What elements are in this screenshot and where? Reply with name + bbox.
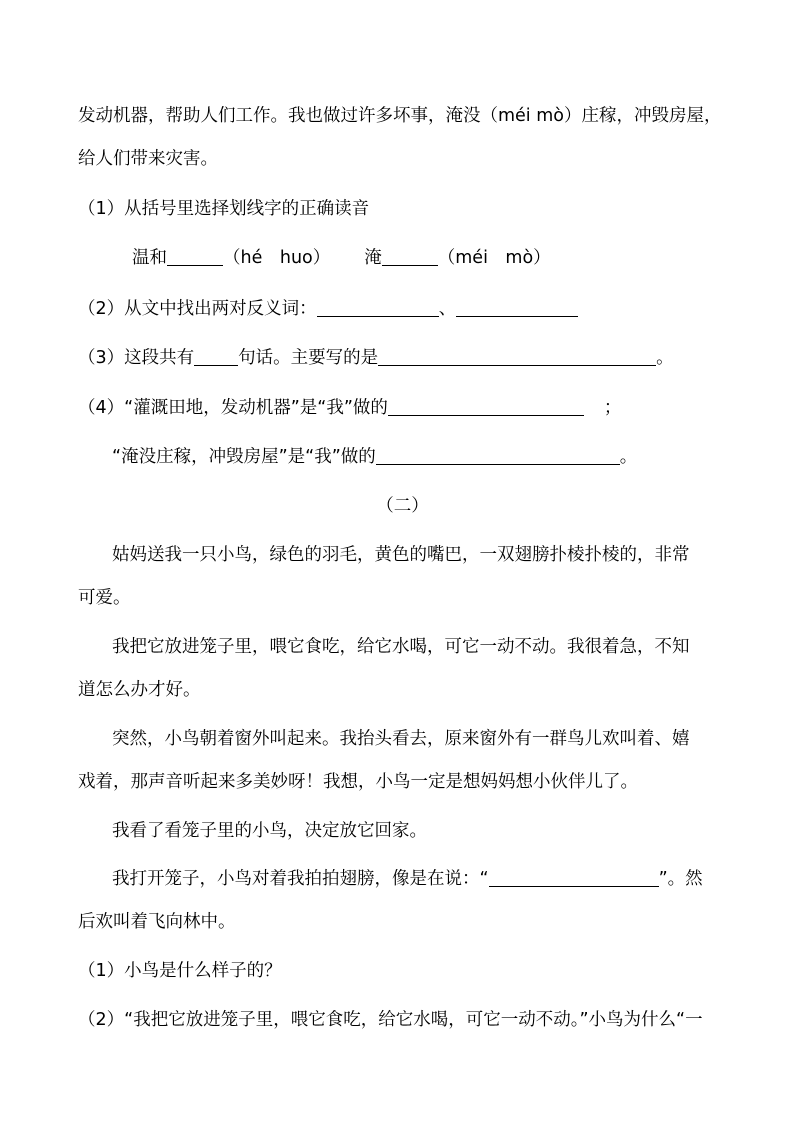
question3-prompt: （3）这段共有 <box>78 348 195 368</box>
questions2-q2: （2）“我把它放进笼子里，喂它食吃，给它水喝，可它一动不动。”小鸟为什么“一 <box>78 1010 703 1030</box>
answer-blank-1[interactable] <box>167 247 223 266</box>
question4-line1 <box>78 396 621 420</box>
question2-line <box>78 297 578 321</box>
answer-blank-7[interactable] <box>388 397 584 416</box>
answer-blank-5[interactable] <box>194 347 238 366</box>
answer-blank-4[interactable] <box>456 298 578 317</box>
question3-line <box>78 346 674 370</box>
passage2-p5-line2: 后欢叫着飞向林中。 <box>78 912 236 932</box>
passage2-p1-line1: 姑妈送我一只小鸟，绿色的羽毛，黄色的嘴巴，一双翅膀扑棱扑棱的，非常 <box>112 545 690 565</box>
question4-prompt-2: “淹没庄稼，冲毁房屋”是“我”做的 <box>112 447 376 467</box>
question4-line2 <box>112 445 637 469</box>
passage1-line1: 发动机器，帮助人们工作。我也做过许多坏事，淹没（méi mò）庄稼，冲毁房屋， <box>78 106 722 126</box>
passage2-p5-start: 我打开笼子，小鸟对着我拍拍翅膀，像是在说：“ <box>112 869 489 889</box>
question4-end-2: 。 <box>619 447 638 467</box>
answer-blank-8[interactable] <box>376 446 620 465</box>
question4-prompt-1: （4）“灌溉田地，发动机器”是“我”做的 <box>78 398 388 418</box>
passage2-p3-line1: 突然，小鸟朝着窗外叫起来。我抬头看去，原来窗外有一群鸟儿欢叫着、嬉 <box>112 729 690 749</box>
question1-items <box>132 246 551 270</box>
passage2-p5-end: ”。然 <box>658 869 703 889</box>
question1-prompt: （1）从括号里选择划线字的正确读音 <box>78 199 370 219</box>
question2-separator: 、 <box>438 299 457 319</box>
section-title: （二） <box>376 496 429 516</box>
passage1-line2: 给人们带来灾害。 <box>78 149 218 169</box>
passage2-p5-line1 <box>112 867 703 891</box>
passage2-p1-line2: 可爱。 <box>78 588 131 608</box>
question1-options-1: （hé huo） <box>223 248 331 268</box>
passage2-p2-line1: 我把它放进笼子里，喂它食吃，给它水喝，可它一动不动。我很着急，不知 <box>112 637 690 657</box>
answer-blank-6[interactable] <box>378 347 656 366</box>
questions2-q1: （1）小鸟是什么样子的？ <box>78 961 282 981</box>
question4-end-1: ； <box>603 398 622 418</box>
answer-blank-2[interactable] <box>382 247 438 266</box>
question1-options-2: （méi mò） <box>437 248 551 268</box>
passage2-p3-line2: 戏着，那声音听起来多美妙呀！我想，小鸟一定是想妈妈想小伙伴儿了。 <box>78 772 638 792</box>
question1-word-2: 淹 <box>364 248 382 268</box>
answer-blank-9[interactable] <box>489 868 659 887</box>
question3-mid: 句话。主要写的是 <box>238 348 379 368</box>
question2-prompt: （2）从文中找出两对反义词： <box>78 299 317 319</box>
question3-end: 。 <box>656 348 674 368</box>
question1-word-1: 温和 <box>132 248 167 268</box>
passage2-p2-line2: 道怎么办才好。 <box>78 680 201 700</box>
answer-blank-3[interactable] <box>317 298 439 317</box>
passage2-p4-line1: 我看了看笼子里的小鸟，决定放它回家。 <box>112 821 427 841</box>
